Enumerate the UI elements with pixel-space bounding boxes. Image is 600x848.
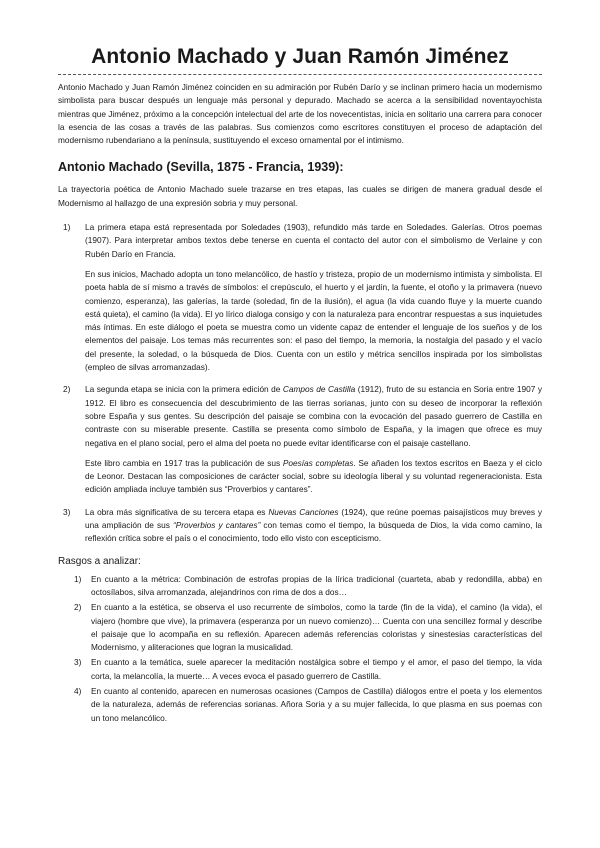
page-title: Antonio Machado y Juan Ramón Jiménez <box>91 45 509 68</box>
list-item <box>58 656 542 683</box>
text-run: Este libro cambia en 1917 tras la publicación de sus <box>85 457 283 468</box>
list-item <box>58 601 542 654</box>
text-run: La obra más significativa de su tercera etapa es <box>85 506 269 517</box>
list-number: 4) <box>74 685 82 696</box>
list-number: 3) <box>63 506 71 517</box>
text-run: con temas como el tiempo, la búsqueda de Dios, la vida como camino, la reflexión crítica sobre el país o el conocimiento, todo ello visto con escepticismo. <box>85 520 543 544</box>
list-item <box>58 383 542 496</box>
list-number: 1) <box>74 573 82 584</box>
intro-paragraph: Antonio Machado y Juan Ramón Jiménez coinciden en su admiración por Rubén Darío y se inclinan primero hacia un modernismo simbolista para buscar después un lenguaje más personal y depurado. Machado se acerca a la sensibilidad noventayochista mientras que Jiménez, próximo a la concepción intelectual del arte de los novecentistas, inicia en solitario una carrera para conocer la esencia de las cosas a través de las palabras. Sus comienzos como escritores constituyen el proceso de adaptación del modernismo rubendariano a la península, sustituyendo el exceso ornamental por el intimismo. <box>58 82 542 146</box>
rasgos-list <box>58 573 542 725</box>
list-item <box>58 685 542 725</box>
document-page <box>58 44 542 727</box>
list-number: 1) <box>63 222 71 233</box>
book-title: Campos de Castilla <box>282 384 356 395</box>
stage-2-paragraph-1 <box>85 383 542 449</box>
rasgo-text: En cuanto a la temática, suele aparecer la meditación nostálgica sobre el tiempo y el amor, el paso del tiempo, la vida corta, la melancolía, la muerte… A veces evoca el pasado guerrero de Castilla. <box>91 657 542 681</box>
book-title: Nuevas Canciones <box>268 506 339 517</box>
list-item <box>58 573 542 600</box>
rasgo-text: En cuanto al contenido, aparecen en numerosas ocasiones (Campos de Castilla) diálogos entre el poeta y los elementos de la naturaleza, además de referencias sorianas. Añora Soria y a su mujer fallecida, lo que plasma en sus poemas con un tono melancólico. <box>91 685 542 723</box>
stage-3-paragraph-1 <box>85 506 542 546</box>
stage-1-paragraph-1: La primera etapa está representada por Soledades (1903), refundido más tarde en Soledades. Galerías. Otros poemas (1907). Para interpretar ambos textos debe tenerse en cuenta el contacto del autor con el simbolismo de Verlaine y con Rubén Darío en Francia. <box>85 222 542 259</box>
list-item <box>58 506 542 546</box>
text-run: (1912), fruto de su estancia en Soria entre 1907 y 1912. El libro es consecuencia del descubrimiento de las tierras sorianas, junto con su deseo de incorporar la reflexión sobre España y sus gentes. Su descripción del paisaje se combina con la evocación del pasado guerrero de Castilla en contraste con su miserable presente. Castilla se presenta como símbolo de España, y la imagen que ofrece es muy negativa en el plano social, pero el alma del poeta no puede evitar identificarse con el paisaje castellano. <box>85 384 543 448</box>
title-divider <box>58 74 542 75</box>
list-item <box>58 221 542 374</box>
book-title: “Proverbios y cantares” <box>173 520 261 531</box>
list-number: 2) <box>74 602 82 613</box>
book-title: Poesías completas <box>282 457 354 468</box>
text-run: . Se añaden los textos escritos en Baeza y el ciclo de Leonor. Destacan las composiciones de carácter social, sobre su ideología liberal y su voluntad regeneracionista. Esta edición ampliada incluye también sus “Proverbios y cantares”. <box>85 457 542 495</box>
stage-2-paragraph-2 <box>85 457 542 497</box>
machado-lead-paragraph: La trayectoria poética de Antonio Machado suele trazarse en tres etapas, las cuales se dirigen de manera gradual desde el Modernismo al hallazgo de una expresión sobria y muy personal. <box>58 184 542 208</box>
machado-heading: Antonio Machado (Sevilla, 1875 - Francia, 1939): <box>58 160 344 175</box>
text-run: La segunda etapa se inicia con la primera edición de <box>85 384 283 395</box>
list-number: 3) <box>74 657 82 668</box>
rasgos-heading: Rasgos a analizar: <box>58 555 141 567</box>
stage-1-paragraph-2: En sus inicios, Machado adopta un tono melancólico, de hastío y tristeza, propio de un modernismo intimista y simbolista. El poeta habla de sí mismo a través de símbolos: el crepúsculo, el huerto y el jardín, la fuente, el otoño y la primavera (nuevo comienzo, esperanza), las galerías, la tarde (soledad, fin de la ilusión), el agua (la vida cuando fluye y la muerte cuando está quieta), el camino (la vida). El yo lírico dialoga consigo y con la naturaleza para encontrar respuestas a sus inquietudes más íntimas. En este diálogo el poeta se muestra como un vidente capaz de entender el lenguaje de los sueños y de los elementos del paisaje. Los temas más recurrentes son: el paso del tiempo, la memoria, la nostalgia del pasado y el vacío del presente, la soledad, o la búsqueda de Dios. Cuenta con un estilo y métrica sencillos inspirada por los simbolistas (empleo de silvas arromanzadas). <box>85 268 542 373</box>
text-run: (1924), que reúne poemas paisajísticos muy breves y una ampliación de sus <box>85 506 543 531</box>
list-number: 2) <box>63 384 71 395</box>
rasgo-text: En cuanto a la métrica: Combinación de estrofas propias de la lírica tradicional (cuarteta, abab y redondilla, abba) en octosílabos, silva arromanzada, alejandrinos con rima de dos a dos… <box>91 573 542 597</box>
rasgo-text: En cuanto a la estética, se observa el uso recurrente de símbolos, como la tarde (fin de la vida), el camino (la vida), el viajero (hombre que vive), la primavera (esperanza por un nuevo comienzo)… Cuenta con una sencillez formal y describe el paisaje que lo acompaña en su reflexión. Aparecen además referencias coloristas y sinestesias características del Modernismo, y aliteraciones que logran la musicalidad. <box>91 602 542 653</box>
stages-list <box>58 221 542 546</box>
